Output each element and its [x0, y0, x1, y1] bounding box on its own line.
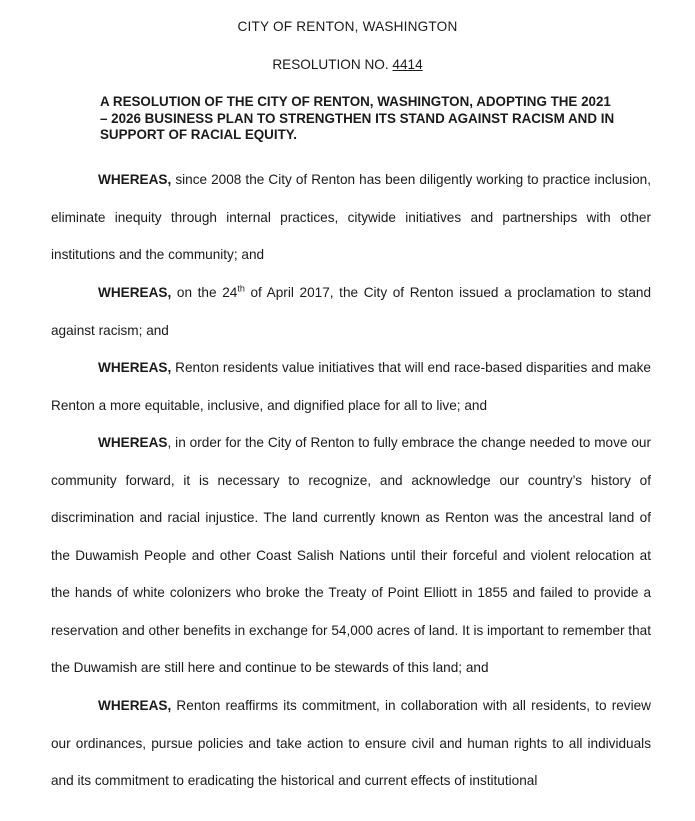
whereas-paragraph-1: [51, 161, 651, 274]
whereas-paragraph-5: [51, 687, 651, 800]
paragraph-text: of April 2017, the City of Renton issued a proclamation to stand against racism; and: [51, 285, 651, 338]
whereas-paragraph-3: [51, 349, 651, 424]
resolution-prefix: RESOLUTION NO.: [272, 57, 389, 72]
city-name: CITY OF RENTON, WASHINGTON: [237, 19, 458, 34]
whereas-paragraph-2: [51, 274, 651, 349]
paragraph-text: Renton reaffirms its commitment, in collaboration with all residents, to review our ordinances, pursue policies and take action to ensure civil and human rights to all individuals and its commitment to eradicating the historical and current effects of institutional: [51, 698, 651, 788]
whereas-lead: WHEREAS: [98, 435, 168, 450]
city-heading: [0, 19, 695, 34]
whereas-lead: WHEREAS,: [98, 698, 172, 713]
resolution-title: A RESOLUTION OF THE CITY OF RENTON, WASHINGTON, ADOPTING THE 2021 – 2026 BUSINESS PLAN TO STRENGTHEN ITS STAND AGAINST RACISM AND IN SUPPORT OF RACIAL EQUITY.: [100, 94, 615, 142]
whereas-lead: WHEREAS,: [98, 285, 172, 300]
whereas-lead: WHEREAS,: [98, 172, 172, 187]
paragraph-text: Renton residents value initiatives that will end race-based disparities and make Renton a more equitable, inclusive, and dignified place for all to live; and: [51, 360, 651, 413]
paragraph-text: , in order for the City of Renton to fully embrace the change needed to move our community forward, it is necessary to recognize, and acknowledge our country’s history of discrimination and racial injustice. The land currently known as Renton was the ancestral land of the Duwamish People and other Coast Salish Nations until their forceful and violent relocation at the hands of white colonizers who broke the Treaty of Point Elliott in 1855 and failed to provide a reservation and other benefits in exchange for 54,000 acres of land. It is important to remember that the Duwamish are still here and continue to be stewards of this land; and: [51, 435, 651, 675]
ordinal-suffix: th: [237, 283, 245, 294]
whereas-paragraph-4: [51, 424, 651, 687]
paragraph-text: since 2008 the City of Renton has been diligently working to practice inclusion, eliminate inequity through internal practices, citywide initiatives and partnerships with other institutions and the community; and: [51, 172, 651, 262]
paragraph-text: on the 24: [171, 285, 238, 300]
whereas-lead: WHEREAS,: [98, 360, 172, 375]
resolution-number-line: [0, 57, 695, 72]
resolution-number: 4414: [392, 57, 423, 72]
